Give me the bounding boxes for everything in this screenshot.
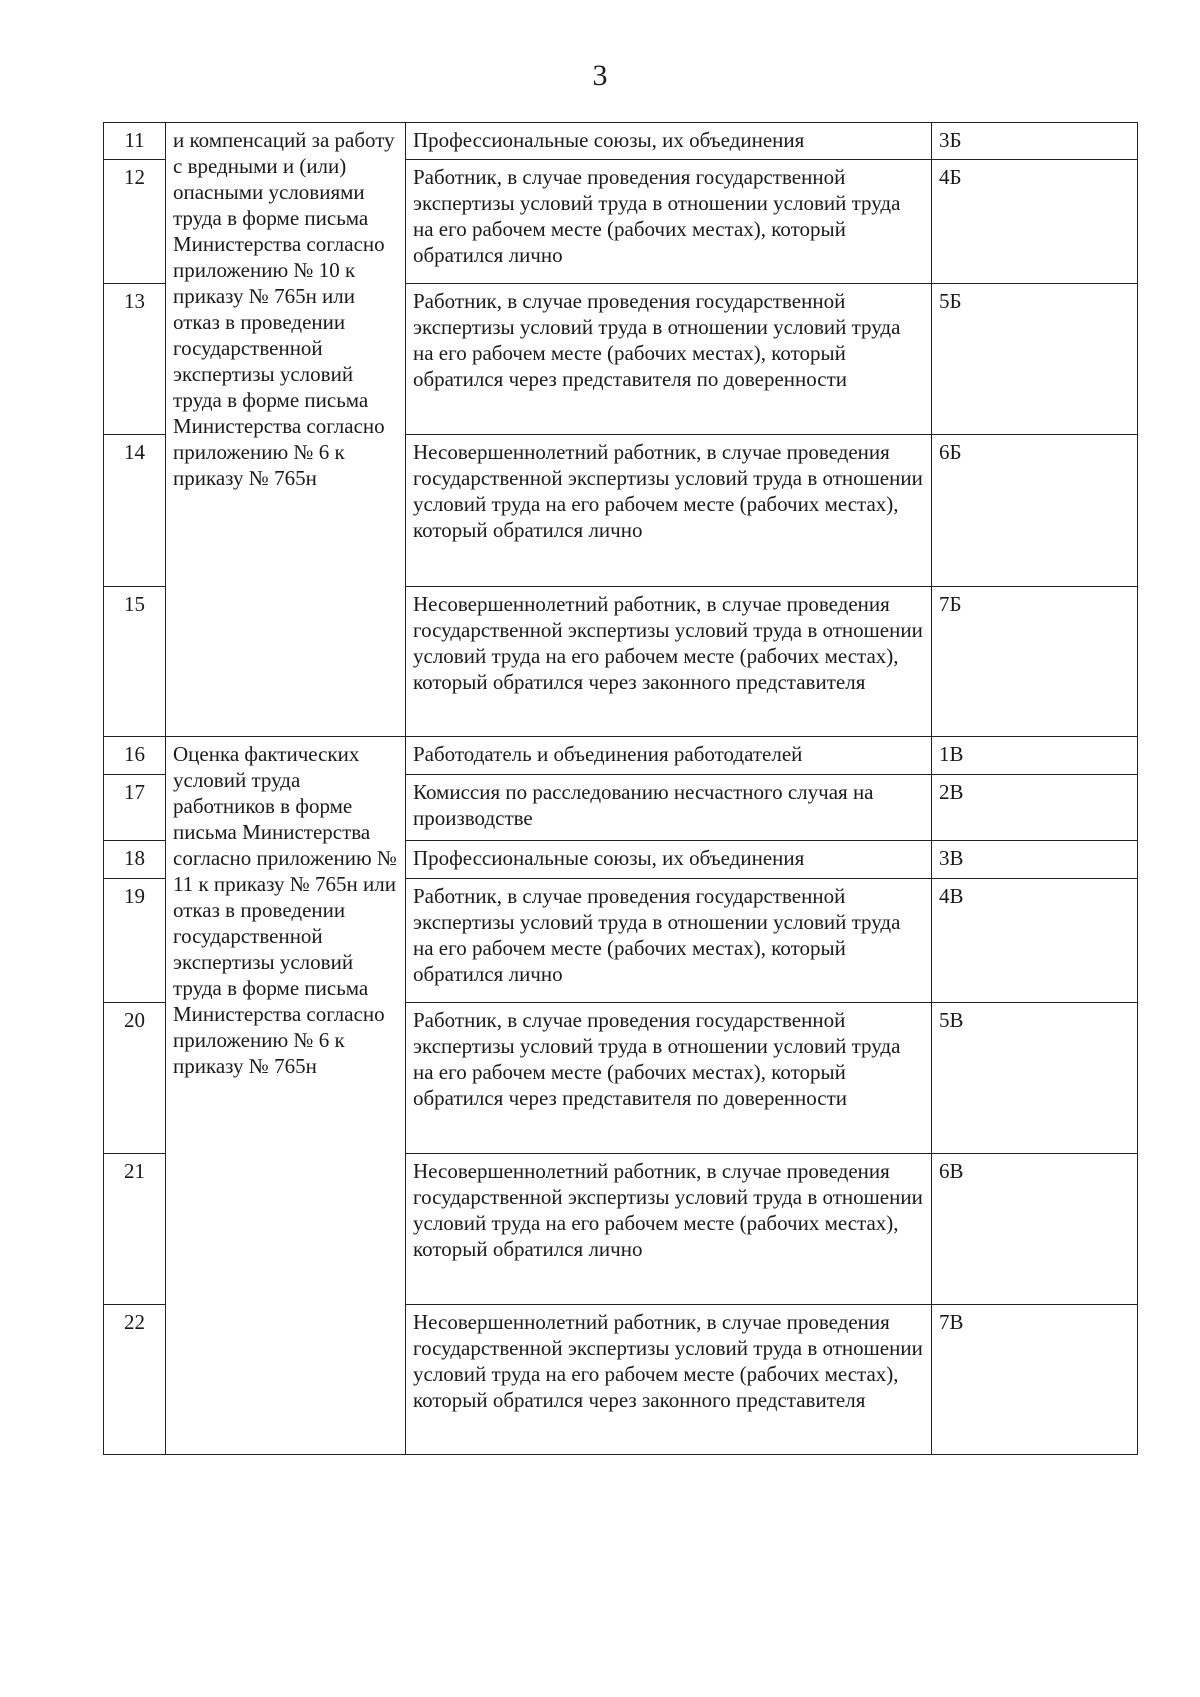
- group-description: и компенсаций за работу с вредными и (или) опасными условиями труда в форме письма Министерства согласно приложению № 10 к приказу № 765н или отказ в проведении государственной экспертизы условий труда в форме письма Министерства согласно приложению № 6 к приказу № 765н: [166, 123, 406, 737]
- applicant-description: Комиссия по расследованию несчастного случая на производстве: [406, 775, 932, 841]
- applicant-description: Несовершеннолетний работник, в случае проведения государственной экспертизы условий труда в отношении условий труда на его рабочем месте (рабочих местах), который обратился через законного представителя: [406, 1305, 932, 1455]
- applicant-description: Несовершеннолетний работник, в случае проведения государственной экспертизы условий труда в отношении условий труда на его рабочем месте (рабочих местах), который обратился через законного представителя: [406, 587, 932, 737]
- applicant-code: 7В: [932, 1305, 1138, 1455]
- applicant-description: Работник, в случае проведения государственной экспертизы условий труда в отношении условий труда на его рабочем месте (рабочих местах), который обратился лично: [406, 160, 932, 284]
- group-description: Оценка фактических условий труда работников в форме письма Министерства согласно приложению № 11 к приказу № 765н или отказ в проведении государственной экспертизы условий труда в форме письма Министерства согласно приложению № 6 к приказу № 765н: [166, 737, 406, 1455]
- applicant-code: 6В: [932, 1154, 1138, 1305]
- applicant-description: Работник, в случае проведения государственной экспертизы условий труда в отношении условий труда на его рабочем месте (рабочих местах), который обратился лично: [406, 879, 932, 1003]
- applicant-description: Несовершеннолетний работник, в случае проведения государственной экспертизы условий труда в отношении условий труда на его рабочем месте (рабочих местах), который обратился лично: [406, 435, 932, 587]
- applicant-description: Работодатель и объединения работодателей: [406, 737, 932, 775]
- applicant-description: Несовершеннолетний работник, в случае проведения государственной экспертизы условий труда в отношении условий труда на его рабочем месте (рабочих местах), который обратился лично: [406, 1154, 932, 1305]
- row-number: 18: [104, 841, 166, 879]
- row-number: 21: [104, 1154, 166, 1305]
- row-number: 20: [104, 1003, 166, 1154]
- applicant-code: 4Б: [932, 160, 1138, 284]
- applicant-description: Работник, в случае проведения государственной экспертизы условий труда в отношении условий труда на его рабочем месте (рабочих местах), который обратился через представителя по доверенности: [406, 1003, 932, 1154]
- applicant-code: 2В: [932, 775, 1138, 841]
- applicant-description: Профессиональные союзы, их объединения: [406, 123, 932, 160]
- document-table: [103, 122, 1138, 1455]
- row-number: 19: [104, 879, 166, 1003]
- row-number: 22: [104, 1305, 166, 1455]
- row-number: 16: [104, 737, 166, 775]
- applicant-description: Профессиональные союзы, их объединения: [406, 841, 932, 879]
- applicant-code: 5Б: [932, 284, 1138, 435]
- row-number: 12: [104, 160, 166, 284]
- row-number: 15: [104, 587, 166, 737]
- table-row: [104, 737, 1138, 775]
- applicant-code: 7Б: [932, 587, 1138, 737]
- applicant-code: 3Б: [932, 123, 1138, 160]
- row-number: 11: [104, 123, 166, 160]
- applicant-code: 1В: [932, 737, 1138, 775]
- applicant-description: Работник, в случае проведения государственной экспертизы условий труда в отношении условий труда на его рабочем месте (рабочих местах), который обратился через представителя по доверенности: [406, 284, 932, 435]
- applicant-code: 3В: [932, 841, 1138, 879]
- row-number: 14: [104, 435, 166, 587]
- row-number: 13: [104, 284, 166, 435]
- row-number: 17: [104, 775, 166, 841]
- applicant-code: 5В: [932, 1003, 1138, 1154]
- applicant-code: 6Б: [932, 435, 1138, 587]
- applicant-code: 4В: [932, 879, 1138, 1003]
- page-number: 3: [592, 59, 608, 92]
- table-row: [104, 123, 1138, 160]
